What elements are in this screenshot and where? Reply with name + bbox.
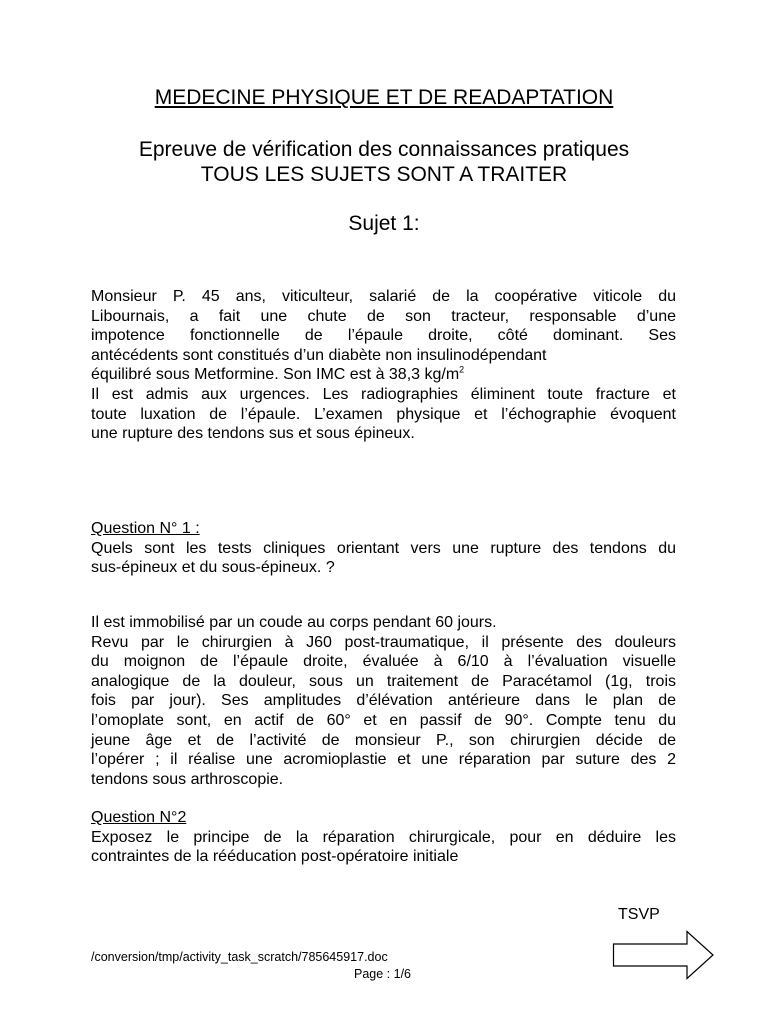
followup-line: l’opérer ; il réalise une acromioplastie et une réparation par suture des 2 <box>91 751 676 769</box>
right-arrow-icon <box>612 930 716 980</box>
exam-subtitle <box>0 137 768 187</box>
question-1 <box>91 519 676 578</box>
question-2-line: Exposez le principe de la réparation chirurgicale, pour en déduire les <box>91 828 676 846</box>
case-line: impotence fonctionnelle de l’épaule droite, côté dominant. Ses <box>91 327 676 345</box>
followup-line: fois par jour). Ses amplitudes d’élévation antérieure dans le plan de <box>91 692 676 710</box>
case-line: Libournais, a fait une chute de son tracteur, responsable d’une <box>91 307 676 325</box>
question-2-label: Question N°2 <box>91 809 187 826</box>
subtitle-line-2: TOUS LES SUJETS SONT A TRAITER <box>200 163 568 186</box>
case-line: antécédents sont constitués d’un diabète non insulinodépendant <box>91 346 547 364</box>
tsvp-label: TSVP <box>618 906 660 923</box>
followup-line: jeune âge et de l’activité de monsieur P., son chirurgien décide de <box>91 731 676 749</box>
followup-line: du moignon de l’épaule droite, évaluée à 6/10 à l’évaluation visuelle <box>91 653 676 671</box>
followup-description <box>91 613 676 789</box>
subtitle-line-1: Epreuve de vérification des connaissances pratiques <box>138 138 630 161</box>
case-line: une rupture des tendons sus et sous épineux. <box>91 425 415 443</box>
followup-line: Revu par le chirurgien à J60 post-traumatique, il présente des douleurs <box>91 633 676 651</box>
question-1-line: Quels sont les tests cliniques orientant vers une rupture des tendons du <box>91 539 676 557</box>
case-line: Il est admis aux urgences. Les radiographies éliminent toute fracture et <box>91 385 676 403</box>
question-2 <box>91 808 676 867</box>
footer-file-path: /conversion/tmp/activity_task_scratch/785645917.doc <box>91 950 388 964</box>
followup-line: l’omoplate sont, en actif de 60° et en passif de 90°. Compte tenu du <box>91 711 676 729</box>
followup-line: Il est immobilisé par un coude au corps pendant 60 jours. <box>91 614 497 631</box>
document-title: MEDECINE PHYSIQUE ET DE READAPTATION <box>154 86 614 109</box>
question-2-line: contraintes de la rééducation post-opératoire initiale <box>91 848 459 866</box>
case-line: équilibré sous Metformine. Son IMC est à 38,3 kg/m <box>91 366 460 384</box>
case-line-imc <box>91 365 676 385</box>
question-1-label: Question N° 1 : <box>91 520 200 537</box>
case-description <box>91 287 676 444</box>
sujet-heading: Sujet 1: <box>348 212 420 235</box>
case-line: toute luxation de l’épaule. L’examen physique et l’échographie évoquent <box>91 405 676 423</box>
followup-line: tendons sous arthroscopie. <box>91 770 284 788</box>
question-1-line: sus-épineux et du sous-épineux. ? <box>91 559 335 577</box>
footer-page-number: Page : 1/6 <box>354 967 411 981</box>
imc-superscript: 2 <box>459 365 465 376</box>
case-line: Monsieur P. 45 ans, viticulteur, salarié de la coopérative viticole du <box>91 288 676 305</box>
followup-line: analogique de la douleur, sous un traitement de Paracétamol (1g, trois <box>91 672 676 690</box>
